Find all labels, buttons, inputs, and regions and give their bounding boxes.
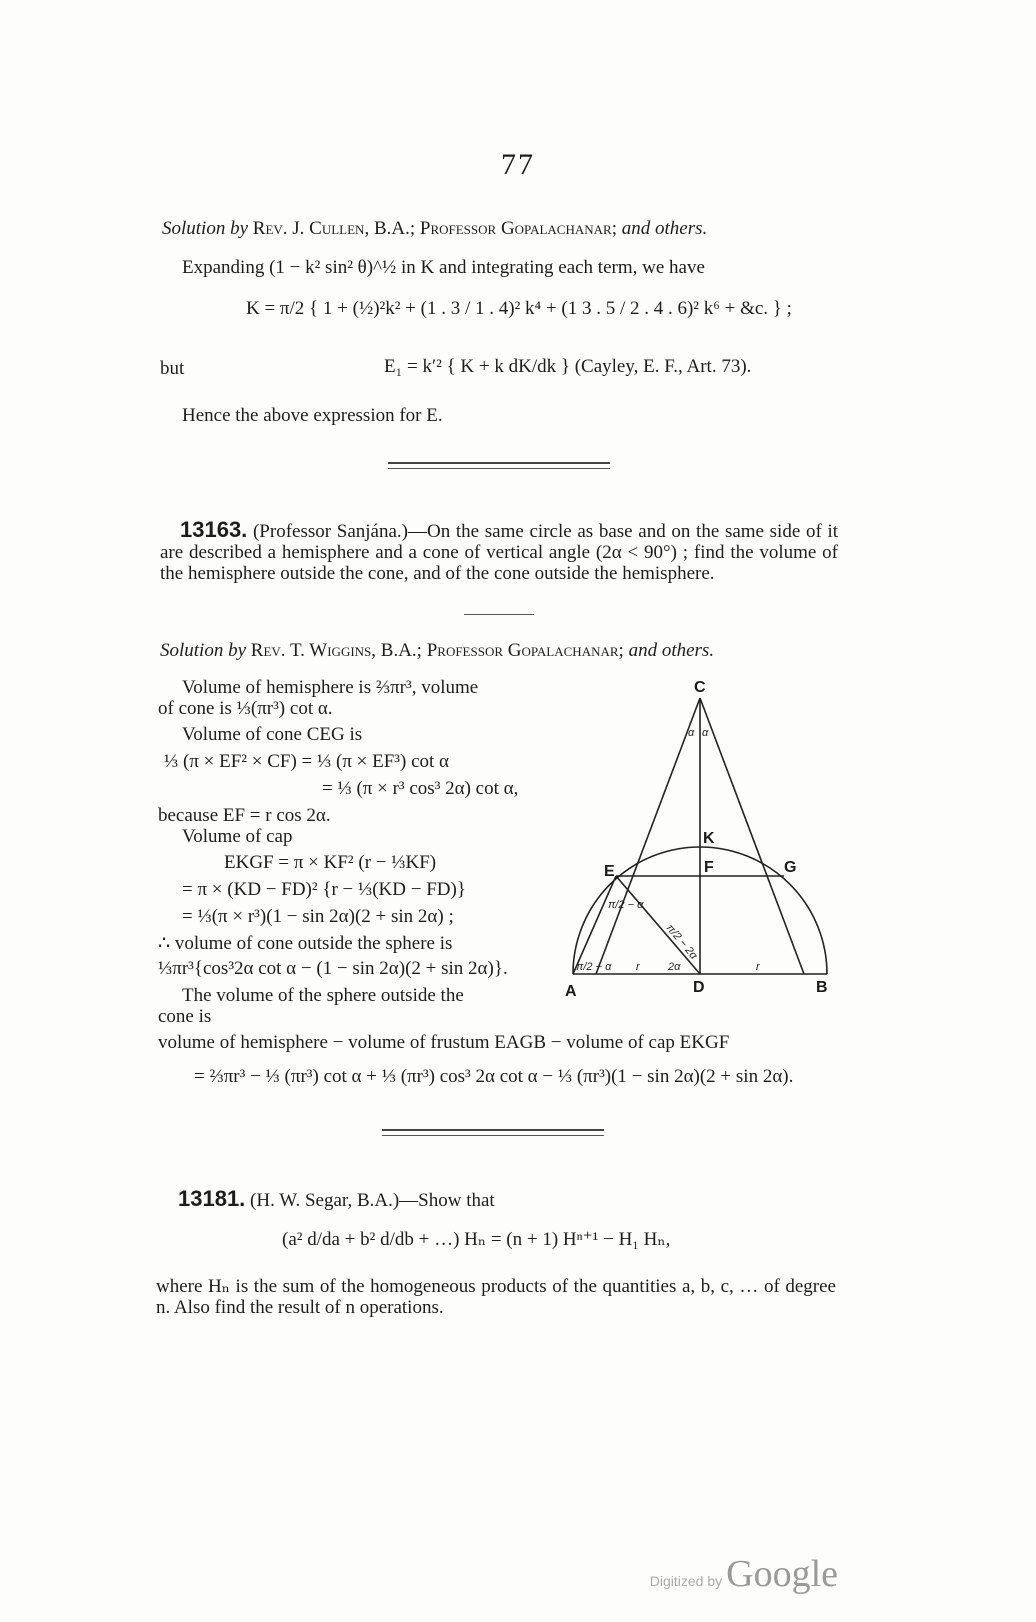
solution-2-line: = π × (KD − FD)² {r − ⅓(KD − FD)} [182, 879, 466, 900]
solution-2-author-1: Rev. T. Wiggins, B.A.; [250, 640, 422, 661]
solution-2-line: Volume of hemisphere is ⅔πr³, volume [182, 677, 479, 698]
solution-2-line: of cone is ⅓(πr³) cot α. [158, 698, 333, 719]
problem-13181-intro: (H. W. Segar, B.A.)—Show that [250, 1190, 495, 1211]
solution-1-line-1: Expanding (1 − k² sin² θ)^½ in K and integrating each term, we have [182, 257, 705, 278]
solution-1-equation-E1: E₁ = k′² { K + k dK/dk } (Cayley, E. F., Art. 73). [384, 356, 752, 377]
problem-13181-number: 13181. [178, 1186, 246, 1211]
problem-13163-text: (Professor Sanjána.)—On the same circle as base and on the same side of it are described a hemisphere and a cone of vertical angle (2α < 90°) ; find the volume of the hemisphere outside the cone, and of the cone outside the hemisphere. [160, 521, 838, 584]
angle-2alpha: 2α [668, 961, 681, 973]
solution-2-author-2: Professor Gopalachanar; [426, 640, 624, 661]
solution-2-line: The volume of the sphere outside the [182, 985, 464, 1006]
google-logo: Google [726, 1553, 838, 1595]
digitized-watermark [650, 1552, 838, 1596]
label-B: B [816, 979, 828, 996]
angle-half-pi-minus-alpha-upper: π/2 − α [608, 899, 644, 911]
angle-alpha-left: α [688, 727, 695, 739]
page-number: 77 [501, 148, 535, 181]
solution-2-line: = ⅓(π × r³)(1 − sin 2α)(2 + sin 2α) ; [182, 906, 454, 927]
solution-2-prefix: Solution by [160, 640, 247, 661]
solution-2-line: Volume of cone CEG is [182, 724, 363, 745]
cone-side-left [596, 698, 700, 974]
section-divider-2-top [382, 1129, 604, 1131]
solution-2-line: volume of hemisphere − volume of frustum EAGB − volume of cap EKGF [158, 1032, 730, 1053]
watermark-prefix: Digitized by [649, 1573, 723, 1589]
solution-2-line: cone is [158, 1006, 212, 1027]
problem-13163-number: 13163. [180, 517, 248, 542]
solution-2-final-equation: = ⅔πr³ − ⅓ (πr³) cot α + ⅓ (πr³) cos³ 2α cot α − ⅓ (πr³)(1 − sin 2α)(2 + sin 2α). [194, 1066, 794, 1087]
solution-2-line: because EF = r cos 2α. [158, 805, 331, 826]
problem-13181-text: where Hₙ is the sum of the homogeneous products of the quantities a, b, c, … of degree n. Also find the result of n operations. [156, 1276, 836, 1318]
segment-ED [616, 876, 700, 974]
label-C: C [694, 679, 706, 696]
cone-side-right [700, 698, 804, 974]
solution-2-line: = ⅓ (π × r³ cos³ 2α) cot α, [322, 778, 519, 799]
solution-2-line: Volume of cap [182, 826, 293, 847]
solution-1-author-1: Rev. J. Cullen, B.A.; [252, 218, 416, 239]
section-divider-top [388, 462, 610, 464]
label-E: E [604, 863, 615, 880]
label-K: K [703, 830, 715, 847]
section-divider-2-bottom [382, 1135, 604, 1136]
label-F: F [704, 859, 714, 876]
solution-1-prefix: Solution by [162, 218, 249, 239]
solution-1-equation-K: K = π/2 { 1 + (½)²k² + (1 . 3 / 1 . 4)² k⁴ + (1 3 . 5 / 2 . 4 . 6)² k⁶ + &c. } ; [246, 298, 792, 319]
problem-13163 [160, 519, 838, 584]
segment-r-left: r [636, 961, 640, 973]
cone-hemisphere-figure [560, 676, 850, 998]
problem-13181-header [178, 1186, 495, 1212]
angle-alpha-right: α [702, 727, 709, 739]
solution-2-suffix: and others. [628, 640, 715, 661]
segment-EA [573, 876, 616, 974]
solution-2-byline [160, 640, 714, 662]
solution-1-byline [162, 218, 707, 240]
solution-1-suffix: and others. [621, 218, 708, 239]
solution-2-line: EKGF = π × KF² (r − ⅓KF) [224, 852, 437, 873]
solution-1-author-2: Professor Gopalachanar; [419, 218, 617, 239]
problem-13181-equation: (a² d/da + b² d/db + …) Hₙ = (n + 1) Hⁿ⁺¹ − H₁ Hₙ, [282, 1229, 671, 1250]
section-divider-bottom [388, 468, 610, 469]
solution-2-line: ∴ volume of cone outside the sphere is [158, 933, 453, 954]
segment-ED-label: π/2 − 2α [663, 922, 700, 962]
solution-1-line-but: but [160, 358, 185, 379]
angle-half-pi-minus-alpha-lower: π/2 − α [576, 961, 612, 973]
label-G: G [784, 859, 797, 876]
label-D: D [693, 979, 705, 996]
segment-r-right: r [756, 961, 760, 973]
solution-1-conclusion: Hence the above expression for E. [182, 405, 443, 426]
solution-2-line: ⅓πr³{cos³2α cot α − (1 − sin 2α)(2 + sin 2α)}. [158, 958, 508, 979]
solution-2-line: ⅓ (π × EF² × CF) = ⅓ (π × EF³) cot α [164, 751, 449, 772]
short-divider [464, 614, 534, 615]
label-A: A [565, 983, 577, 998]
